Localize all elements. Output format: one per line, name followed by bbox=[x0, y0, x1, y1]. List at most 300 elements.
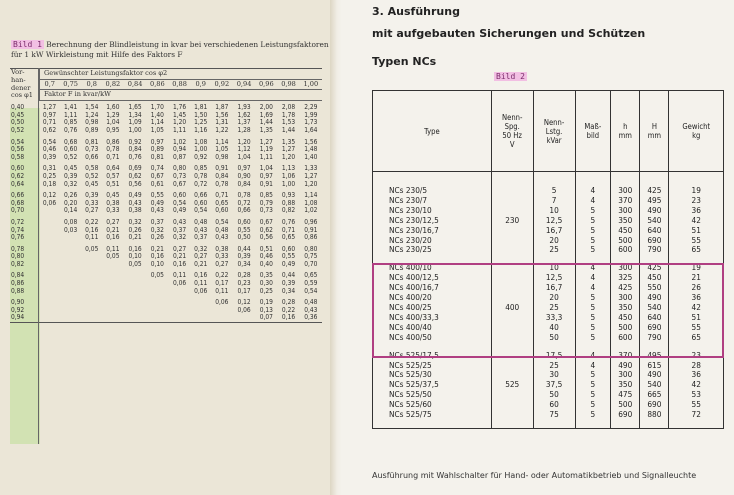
column-header-line: kg bbox=[692, 131, 701, 140]
value-cell: 790 bbox=[640, 333, 669, 343]
existing-pf-cell: 0,84 bbox=[11, 271, 25, 280]
factor-cell: 0,73 bbox=[259, 206, 273, 215]
type-cell: NCs 525/75 bbox=[373, 410, 491, 420]
value-cell: 19 bbox=[691, 262, 701, 273]
column-header bbox=[640, 91, 669, 172]
factor-cell: 0,39 bbox=[281, 279, 296, 288]
voltage-cell bbox=[491, 400, 533, 410]
value-cell: 425 bbox=[640, 186, 669, 196]
factor-cell: 0,85 bbox=[194, 164, 208, 173]
factor-cell: 0,13 bbox=[259, 305, 273, 314]
type-cell: NCs 400/50 bbox=[373, 333, 491, 343]
table-row bbox=[10, 299, 322, 307]
type-cell: NCs 525/30 bbox=[373, 370, 491, 380]
existing-pf-cell: 0,58 bbox=[11, 152, 25, 161]
factor-cell: 1,50 bbox=[194, 110, 208, 119]
factor-cell: 0,97 bbox=[150, 137, 164, 146]
existing-pf-cell: 0,76 bbox=[11, 233, 25, 242]
desired-pf-value: 0,96 bbox=[258, 79, 274, 88]
factor-cell: 0,62 bbox=[128, 171, 142, 180]
factor-cell: 0,21 bbox=[194, 259, 208, 268]
value-cell: 300 bbox=[611, 186, 640, 196]
factor-cell: 0,68 bbox=[64, 137, 78, 146]
factor-cell: 0,54 bbox=[172, 198, 187, 207]
factor-cell: 0,48 bbox=[194, 217, 208, 226]
factor-cell: 1,04 bbox=[237, 152, 251, 161]
factor-cell bbox=[124, 272, 146, 280]
factor-cell: 0,87 bbox=[172, 152, 187, 161]
value-cell: 42 bbox=[691, 214, 701, 225]
factor-cell: 0,12 bbox=[42, 191, 57, 200]
value-cell: 5 bbox=[575, 323, 611, 333]
value-cell: 690 bbox=[640, 236, 669, 246]
power-factor-table bbox=[10, 68, 322, 323]
desired-pf-value: 0,7 bbox=[44, 79, 55, 88]
figure-2-tag: Bild 2 bbox=[496, 72, 525, 81]
factor-cell bbox=[60, 314, 82, 322]
factor-cell: 0,89 bbox=[85, 125, 99, 134]
factor-cell: 1,33 bbox=[304, 164, 318, 173]
table-row bbox=[10, 200, 322, 208]
factor-cell: 1,06 bbox=[281, 171, 296, 180]
table-row bbox=[10, 181, 322, 189]
factor-cell: 0,94 bbox=[172, 145, 187, 154]
value-cell: 540 bbox=[640, 216, 669, 226]
type-cell: NCs 400/12,5 bbox=[373, 273, 491, 283]
value-cell: 20 bbox=[533, 236, 575, 246]
table-row bbox=[10, 246, 322, 254]
factor-cell: 0,44 bbox=[281, 271, 296, 280]
factor-cell bbox=[40, 288, 60, 296]
factor-cell bbox=[191, 307, 211, 315]
voltage-cell bbox=[491, 226, 533, 236]
factor-cell: 0,36 bbox=[300, 314, 322, 322]
figure-1-tag: Bild 1 bbox=[13, 40, 42, 49]
value-cell: 23 bbox=[691, 194, 701, 205]
factor-cell: 1,08 bbox=[194, 137, 208, 146]
factor-cell: 0,16 bbox=[106, 233, 120, 242]
value-cell: 450 bbox=[640, 273, 669, 283]
factor-cell: 0,97 bbox=[237, 164, 251, 173]
factor-cell: 0,84 bbox=[215, 171, 229, 180]
factor-cell bbox=[124, 314, 146, 322]
value-cell: 500 bbox=[611, 400, 640, 410]
factor-cell: 0,55 bbox=[281, 252, 296, 261]
existing-cos-header bbox=[10, 69, 40, 101]
value-cell: 495 bbox=[640, 351, 669, 361]
value-cell: 615 bbox=[640, 361, 669, 371]
factor-cell: 1,76 bbox=[172, 103, 187, 112]
factor-cell: 0,60 bbox=[237, 217, 251, 226]
existing-pf-cell: 0,50 bbox=[11, 118, 25, 127]
type-cell: NCs 525/60 bbox=[373, 400, 491, 410]
factor-cell: 0,78 bbox=[237, 191, 251, 200]
factor-cell: 0,67 bbox=[150, 171, 164, 180]
factor-cell: 1,14 bbox=[304, 191, 318, 200]
factor-cell bbox=[40, 261, 60, 269]
factor-cell bbox=[146, 307, 168, 315]
factor-cell: 0,37 bbox=[194, 233, 208, 242]
type-cell: NCs 230/12,5 bbox=[373, 216, 491, 226]
factor-cell: 0,60 bbox=[215, 206, 229, 215]
factor-cell: 0,95 bbox=[106, 125, 120, 134]
factor-cell: 0,71 bbox=[281, 225, 296, 234]
factor-cell: 0,57 bbox=[106, 171, 120, 180]
existing-pf-cell: 0,86 bbox=[11, 279, 25, 288]
factor-cell: 1,00 bbox=[128, 125, 142, 134]
value-cell: 4 bbox=[575, 263, 611, 273]
factor-cell: 0,27 bbox=[172, 244, 187, 253]
factor-cell bbox=[146, 280, 168, 288]
value-cell: 5 bbox=[575, 226, 611, 236]
factor-cell: 0,96 bbox=[304, 217, 318, 226]
value-cell: 5 bbox=[575, 293, 611, 303]
column-header-line: mm bbox=[618, 131, 632, 140]
section-subtitle: mit aufgebauten Sicherungen und Schützen bbox=[372, 27, 646, 40]
value-cell: 55 bbox=[691, 234, 701, 245]
table-row bbox=[10, 104, 322, 112]
factor-cell: 1,37 bbox=[237, 118, 251, 127]
value-cell: 40 bbox=[533, 323, 575, 333]
factor-cell: 1,27 bbox=[304, 171, 318, 180]
table-end-spacer bbox=[373, 420, 723, 428]
value-cell: 370 bbox=[611, 196, 640, 206]
factor-cell: 0,65 bbox=[215, 198, 229, 207]
factor-cell: 0,39 bbox=[237, 252, 251, 261]
desired-pf-value: 0,8 bbox=[86, 79, 97, 88]
existing-pf-cell: 0,78 bbox=[11, 244, 25, 253]
factor-cell: 0,85 bbox=[259, 191, 273, 200]
factor-cell: 0,54 bbox=[194, 206, 208, 215]
factor-cell: 1,02 bbox=[172, 137, 187, 146]
value-cell: 425 bbox=[611, 283, 640, 293]
factor-cell: 0,38 bbox=[106, 198, 120, 207]
factor-cell bbox=[102, 299, 124, 307]
factor-cell: 0,23 bbox=[237, 279, 251, 288]
value-cell: 5 bbox=[575, 245, 611, 255]
factor-cell bbox=[82, 261, 102, 269]
nc-types-table-frame bbox=[372, 90, 724, 429]
existing-pf-cell: 0,72 bbox=[11, 217, 25, 226]
factor-cell: 0,05 bbox=[128, 259, 142, 268]
factor-cell: 1,11 bbox=[64, 110, 78, 119]
table-row bbox=[10, 253, 322, 261]
value-cell: 10 bbox=[533, 263, 575, 273]
value-cell: 495 bbox=[640, 196, 669, 206]
factor-cell: 1,41 bbox=[64, 103, 78, 112]
value-cell: 33,3 bbox=[533, 313, 575, 323]
desired-pf-value: 0,98 bbox=[281, 79, 296, 88]
factor-cell: 0,21 bbox=[106, 225, 120, 234]
factor-cell bbox=[60, 280, 82, 288]
table-row bbox=[10, 165, 322, 173]
factor-cell: 1,05 bbox=[215, 145, 229, 154]
value-cell: 5 bbox=[575, 333, 611, 343]
table-row bbox=[10, 272, 322, 280]
factor-cell: 0,49 bbox=[150, 198, 164, 207]
factor-cell bbox=[102, 314, 124, 322]
factor-cell: 0,76 bbox=[128, 152, 142, 161]
factor-cell: 0,30 bbox=[259, 279, 273, 288]
factor-cell: 0,52 bbox=[64, 152, 78, 161]
factor-cell: 0,71 bbox=[215, 191, 229, 200]
factor-cell: 0,28 bbox=[237, 271, 251, 280]
voltage-cell: 230 bbox=[491, 216, 533, 226]
factor-cell: 1,08 bbox=[304, 198, 318, 207]
factor-cell: 0,21 bbox=[172, 252, 187, 261]
factor-cell: 1,56 bbox=[215, 110, 229, 119]
value-cell: 10 bbox=[533, 206, 575, 216]
column-header-line: Maß- bbox=[584, 122, 602, 131]
factor-cell: 0,32 bbox=[150, 225, 164, 234]
factor-cell: 1,70 bbox=[150, 103, 164, 112]
factor-cell: 0,67 bbox=[172, 179, 187, 188]
factor-cell: 0,73 bbox=[85, 145, 99, 154]
factor-cell: 0,81 bbox=[150, 152, 164, 161]
factor-cell: 1,19 bbox=[259, 145, 273, 154]
voltage-cell: 400 bbox=[491, 303, 533, 313]
factor-cell: 0,81 bbox=[85, 137, 99, 146]
section-title: 3. Ausführung bbox=[372, 5, 460, 18]
existing-pf-cell: 0,68 bbox=[11, 198, 25, 207]
value-cell: 20 bbox=[533, 293, 575, 303]
factor-cell bbox=[102, 261, 124, 269]
factor-cell: 0,80 bbox=[304, 244, 318, 253]
factor-cell: 0,20 bbox=[64, 198, 78, 207]
factor-cell: 0,67 bbox=[259, 217, 273, 226]
factor-cell: 0,22 bbox=[215, 271, 229, 280]
type-cell: NCs 400/33,3 bbox=[373, 313, 491, 323]
desired-pf-value: 0,75 bbox=[63, 79, 78, 88]
factor-cell: 0,62 bbox=[259, 225, 273, 234]
factor-cell: 1,11 bbox=[259, 152, 273, 161]
factor-cell bbox=[40, 227, 60, 235]
factor-cell: 0,76 bbox=[64, 125, 78, 134]
value-cell: 550 bbox=[640, 283, 669, 293]
marker-highlight-box bbox=[372, 263, 724, 358]
factor-cell bbox=[82, 280, 102, 288]
factor-cell: 0,72 bbox=[237, 198, 251, 207]
factor-cell: 0,50 bbox=[237, 233, 251, 242]
factor-cell: 1,45 bbox=[172, 110, 187, 119]
factor-cell: 0,16 bbox=[194, 271, 208, 280]
col0-line: Vor- bbox=[11, 68, 25, 76]
factor-cell bbox=[60, 272, 82, 280]
factor-cell: 0,16 bbox=[150, 252, 164, 261]
desired-pf-value: 0,9 bbox=[195, 79, 206, 88]
column-header-line: mm bbox=[647, 131, 662, 140]
factor-cell: 1,60 bbox=[106, 103, 120, 112]
factor-cell: 0,70 bbox=[304, 259, 318, 268]
factor-cell: 1,00 bbox=[281, 179, 296, 188]
factor-cell: 0,32 bbox=[194, 244, 208, 253]
factor-cell: 1,27 bbox=[259, 137, 273, 146]
value-cell: 490 bbox=[640, 370, 669, 380]
factor-cell: 1,44 bbox=[281, 125, 296, 134]
value-cell: 30 bbox=[533, 370, 575, 380]
type-cell: NCs 230/10 bbox=[373, 206, 491, 216]
value-cell: 5 bbox=[575, 216, 611, 226]
value-cell: 16,7 bbox=[533, 283, 575, 293]
type-cell: NCs 230/7 bbox=[373, 196, 491, 206]
factor-cell: 0,10 bbox=[150, 259, 164, 268]
existing-pf-cell: 0,62 bbox=[11, 171, 25, 180]
factor-cell bbox=[82, 288, 102, 296]
factor-cell bbox=[40, 280, 60, 288]
factor-cell: 1,22 bbox=[215, 125, 229, 134]
voltage-cell bbox=[491, 196, 533, 206]
factor-cell: 0,06 bbox=[215, 298, 229, 307]
voltage-cell bbox=[491, 236, 533, 246]
factor-cell: 0,92 bbox=[128, 137, 142, 146]
factor-cell: 0,19 bbox=[259, 298, 273, 307]
factor-cell: 1,25 bbox=[194, 118, 208, 127]
desired-pf-value: 0,88 bbox=[172, 79, 187, 88]
factor-cell: 0,06 bbox=[172, 279, 187, 288]
factor-cell: 0,65 bbox=[281, 233, 296, 242]
value-cell: 65 bbox=[691, 244, 701, 255]
factor-cell bbox=[124, 280, 146, 288]
table-row bbox=[10, 192, 322, 200]
existing-pf-cell: 0,82 bbox=[11, 259, 25, 268]
factor-cell: 0,71 bbox=[106, 152, 120, 161]
factor-cell: 0,11 bbox=[106, 244, 120, 253]
factor-cell: 0,91 bbox=[304, 225, 318, 234]
factor-cell: 0,78 bbox=[215, 179, 229, 188]
factor-cell: 0,78 bbox=[194, 171, 208, 180]
column-header-line: Nenn- bbox=[543, 117, 565, 127]
existing-pf-cell: 0,56 bbox=[11, 145, 25, 154]
factor-cell: 0,71 bbox=[42, 118, 57, 127]
factor-cell: 0,51 bbox=[106, 179, 120, 188]
factor-cell: 0,82 bbox=[281, 206, 296, 215]
factor-cell: 1,65 bbox=[128, 103, 142, 112]
factor-cell: 1,73 bbox=[304, 118, 318, 127]
factor-cell: 0,66 bbox=[194, 191, 208, 200]
factor-cell: 0,52 bbox=[85, 171, 99, 180]
table-row bbox=[373, 410, 723, 420]
voltage-cell bbox=[491, 361, 533, 371]
factor-cell: 0,16 bbox=[85, 225, 99, 234]
voltage-cell: 525 bbox=[491, 380, 533, 390]
factor-cell: 0,43 bbox=[215, 233, 229, 242]
factor-cell: 0,86 bbox=[304, 233, 318, 242]
factor-cell: 0,16 bbox=[128, 244, 142, 253]
factor-cell bbox=[82, 299, 102, 307]
value-cell: 665 bbox=[640, 390, 669, 400]
table-row bbox=[10, 234, 322, 242]
value-cell: 42 bbox=[691, 379, 701, 390]
factor-cell: 0,27 bbox=[215, 259, 229, 268]
value-cell: 55 bbox=[691, 321, 701, 332]
value-cell: 5 bbox=[575, 380, 611, 390]
factor-cell: 0,26 bbox=[150, 233, 164, 242]
factor-cell: 0,48 bbox=[215, 225, 229, 234]
factor-cell: 1,81 bbox=[194, 103, 208, 112]
factor-cell: 1,54 bbox=[85, 103, 99, 112]
factor-cell bbox=[168, 299, 190, 307]
value-cell: 5 bbox=[575, 236, 611, 246]
value-cell: 325 bbox=[611, 273, 640, 283]
factor-cell: 0,26 bbox=[128, 225, 142, 234]
factor-cell: 0,66 bbox=[237, 206, 251, 215]
factor-cell: 0,59 bbox=[304, 279, 318, 288]
factor-cell: 1,09 bbox=[128, 118, 142, 127]
factor-cell: 0,32 bbox=[128, 217, 142, 226]
factor-cell: 0,27 bbox=[194, 252, 208, 261]
value-cell: 16,7 bbox=[533, 226, 575, 236]
factor-cell bbox=[191, 299, 211, 307]
factor-cell: 0,06 bbox=[194, 286, 208, 295]
factor-cell: 0,06 bbox=[237, 305, 251, 314]
voltage-cell bbox=[491, 245, 533, 255]
value-cell: 60 bbox=[533, 400, 575, 410]
factor-cell: 1,04 bbox=[106, 118, 120, 127]
factor-cell: 1,27 bbox=[281, 145, 296, 154]
factor-cell: 0,43 bbox=[304, 305, 318, 314]
factor-cell: 0,39 bbox=[64, 171, 78, 180]
type-cell: NCs 400/20 bbox=[373, 293, 491, 303]
value-cell: 50 bbox=[533, 390, 575, 400]
factor-cell: 0,31 bbox=[42, 164, 57, 173]
value-cell: 425 bbox=[640, 263, 669, 273]
factor-cell bbox=[124, 288, 146, 296]
factor-cell: 0,88 bbox=[281, 198, 296, 207]
existing-pf-cell: 0,60 bbox=[11, 164, 25, 173]
value-cell: 5 bbox=[533, 186, 575, 196]
column-header bbox=[575, 91, 611, 172]
factor-cell: 0,97 bbox=[259, 171, 273, 180]
factor-cell: 0,93 bbox=[281, 191, 296, 200]
factor-cell bbox=[40, 207, 60, 215]
factor-cell: 0,27 bbox=[106, 217, 120, 226]
factor-cell: 0,54 bbox=[42, 137, 57, 146]
value-cell: 4 bbox=[575, 361, 611, 371]
factor-cell bbox=[40, 314, 60, 322]
factor-cell bbox=[60, 234, 82, 242]
value-cell: 36 bbox=[691, 369, 701, 380]
existing-pf-cell: 0,92 bbox=[11, 305, 25, 314]
desired-pf-value: 1,00 bbox=[303, 79, 319, 88]
factor-cell: 0,40 bbox=[259, 259, 273, 268]
factor-cell: 2,08 bbox=[281, 103, 296, 112]
type-cell: NCs 525/50 bbox=[373, 390, 491, 400]
table-row bbox=[10, 227, 322, 235]
table-row bbox=[10, 207, 322, 215]
factor-cell: 0,98 bbox=[215, 152, 229, 161]
factor-cell bbox=[211, 314, 233, 322]
table-row bbox=[10, 288, 322, 296]
factor-cell: 1,29 bbox=[106, 110, 120, 119]
value-cell: 640 bbox=[640, 313, 669, 323]
existing-pf-cell: 0,64 bbox=[11, 179, 25, 188]
col0-line: cos φ1 bbox=[11, 91, 33, 100]
value-cell: 37,5 bbox=[533, 380, 575, 390]
factor-cell: 0,38 bbox=[215, 244, 229, 253]
factor-cell: 0,33 bbox=[215, 252, 229, 261]
factor-cell: 1,00 bbox=[194, 145, 208, 154]
value-cell: 350 bbox=[611, 216, 640, 226]
factor-cell: 1,11 bbox=[172, 125, 187, 134]
factor-cell: 1,14 bbox=[150, 118, 164, 127]
factor-cell bbox=[102, 288, 124, 296]
factor-cell: 0,43 bbox=[128, 198, 142, 207]
group-spacer bbox=[373, 172, 723, 187]
factor-cell bbox=[60, 288, 82, 296]
factor-cell: 0,60 bbox=[194, 198, 208, 207]
factor-cell: 0,85 bbox=[64, 118, 78, 127]
table-row bbox=[10, 307, 322, 315]
